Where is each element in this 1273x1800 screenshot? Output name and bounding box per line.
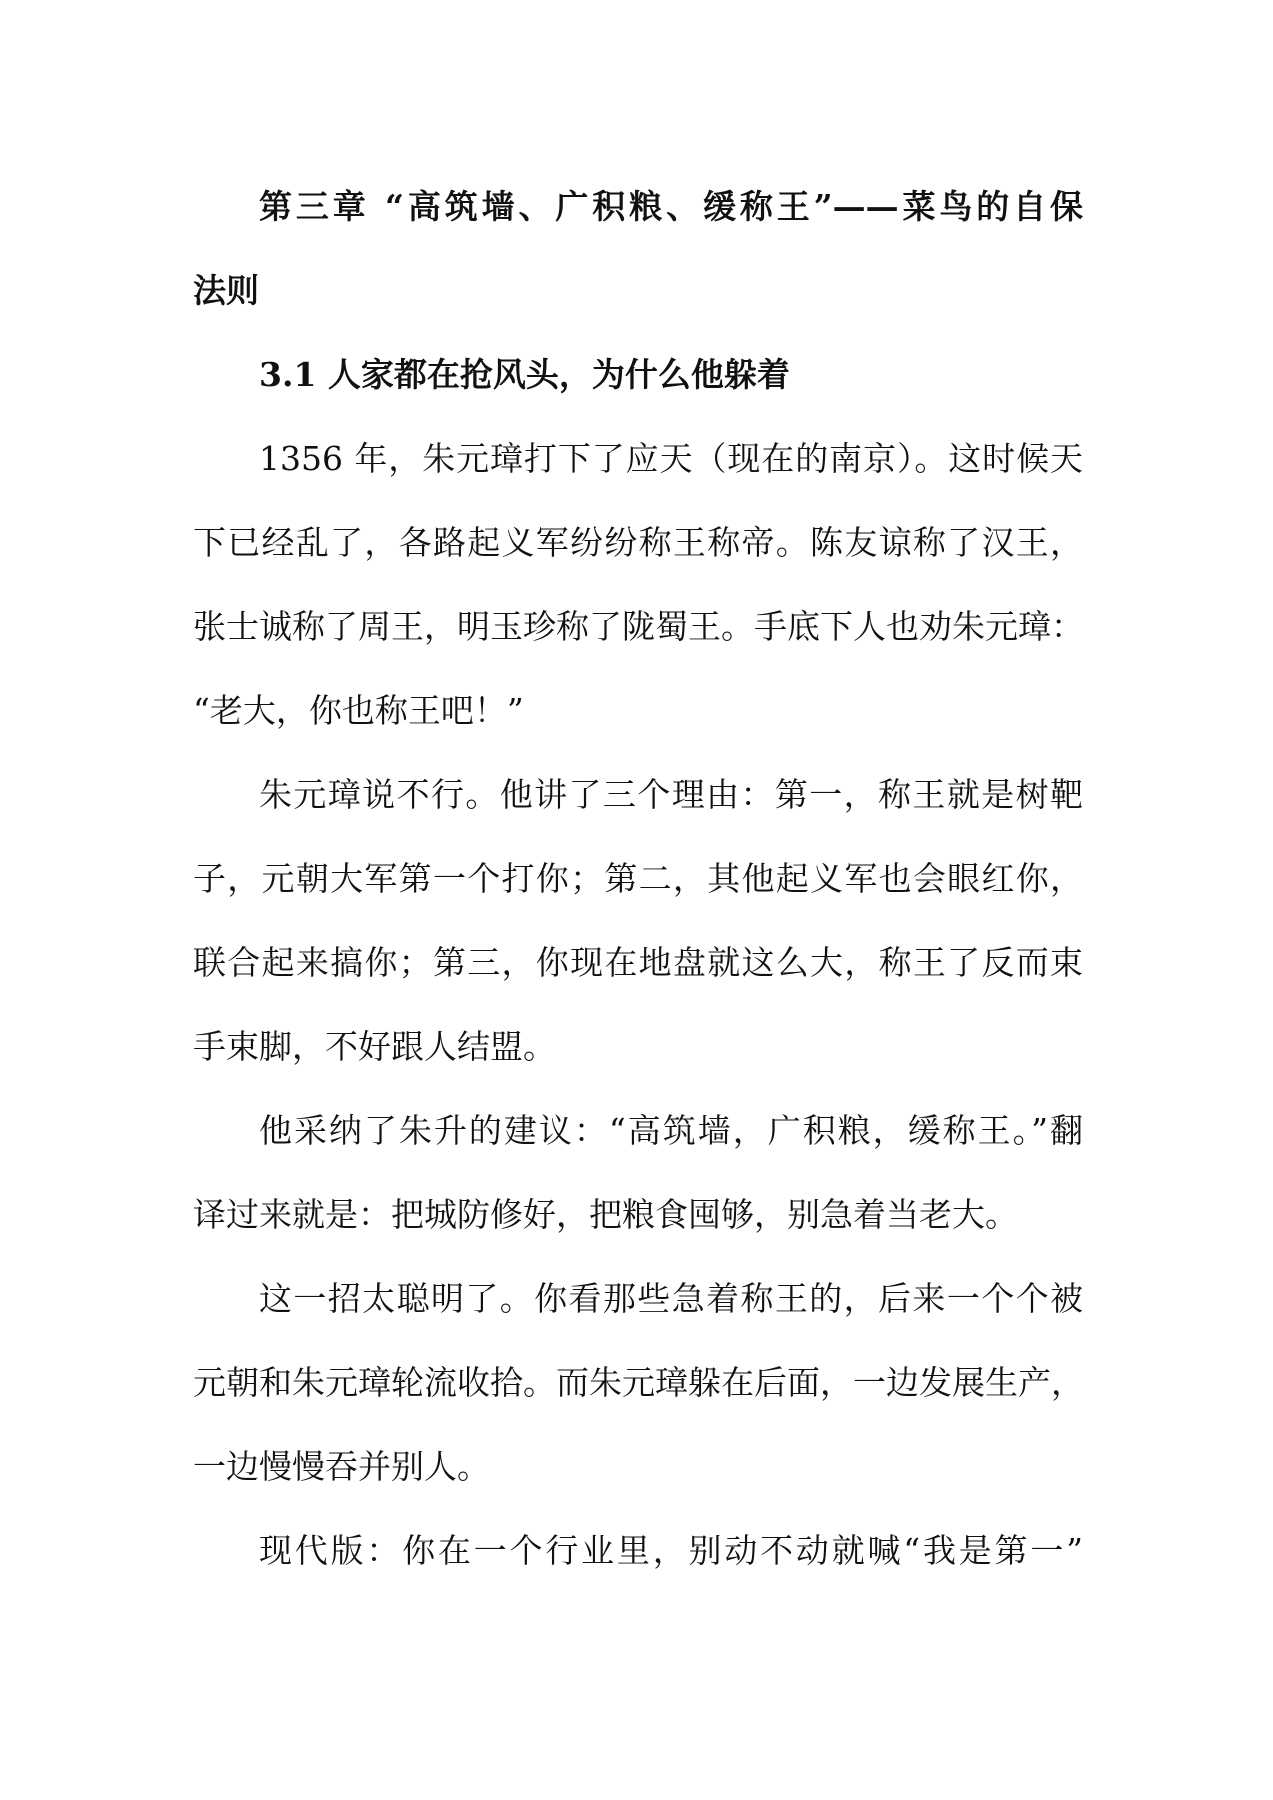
paragraph-line: 现代版：你在一个行业里，别动不动就喊“我是第一”: [259, 1531, 1083, 1570]
paragraph-line: “老大，你也称王吧！”: [193, 691, 524, 730]
chapter-title-line-1: 第三章 “高筑墙、广积粮、缓称王”——菜鸟的自保: [259, 187, 1083, 226]
section-title: 3.1 人家都在抢风头，为什么他躲着: [259, 355, 790, 394]
paragraph-line: 他采纳了朱升的建议：“高筑墙，广积粮，缓称王。”翻: [259, 1111, 1083, 1150]
document-page: [193, 165, 1083, 1593]
chapter-title-line-2: 法则: [193, 271, 259, 310]
paragraph-line: 下已经乱了，各路起义军纷纷称王称帝。陈友谅称了汉王，: [193, 523, 1083, 562]
paragraph-line: 这一招太聪明了。你看那些急着称王的，后来一个个被: [259, 1279, 1083, 1318]
paragraph-line: 一边慢慢吞并别人。: [193, 1447, 490, 1486]
paragraph-line: 元朝和朱元璋轮流收拾。而朱元璋躲在后面，一边发展生产，: [193, 1363, 1084, 1402]
paragraph-line: 张士诚称了周王，明玉珍称了陇蜀王。手底下人也劝朱元璋：: [193, 607, 1084, 646]
paragraph-line: 子，元朝大军第一个打你；第二，其他起义军也会眼红你，: [193, 859, 1083, 898]
paragraph-2: [193, 753, 1083, 1089]
paragraph-line: 译过来就是：把城防修好，把粮食囤够，别急着当老大。: [193, 1195, 1018, 1234]
paragraph-5: [193, 1509, 1083, 1593]
paragraph-line: 手束脚，不好跟人结盟。: [193, 1027, 556, 1066]
paragraph-1: [193, 417, 1083, 753]
paragraph-line: 联合起来搞你；第三，你现在地盘就这么大，称王了反而束: [193, 943, 1083, 982]
paragraph-line: 朱元璋说不行。他讲了三个理由：第一，称王就是树靶: [259, 775, 1083, 814]
paragraph-line: 1356 年，朱元璋打下了应天（现在的南京）。这时候天: [259, 439, 1083, 478]
paragraph-4: [193, 1257, 1083, 1509]
paragraph-3: [193, 1089, 1083, 1257]
